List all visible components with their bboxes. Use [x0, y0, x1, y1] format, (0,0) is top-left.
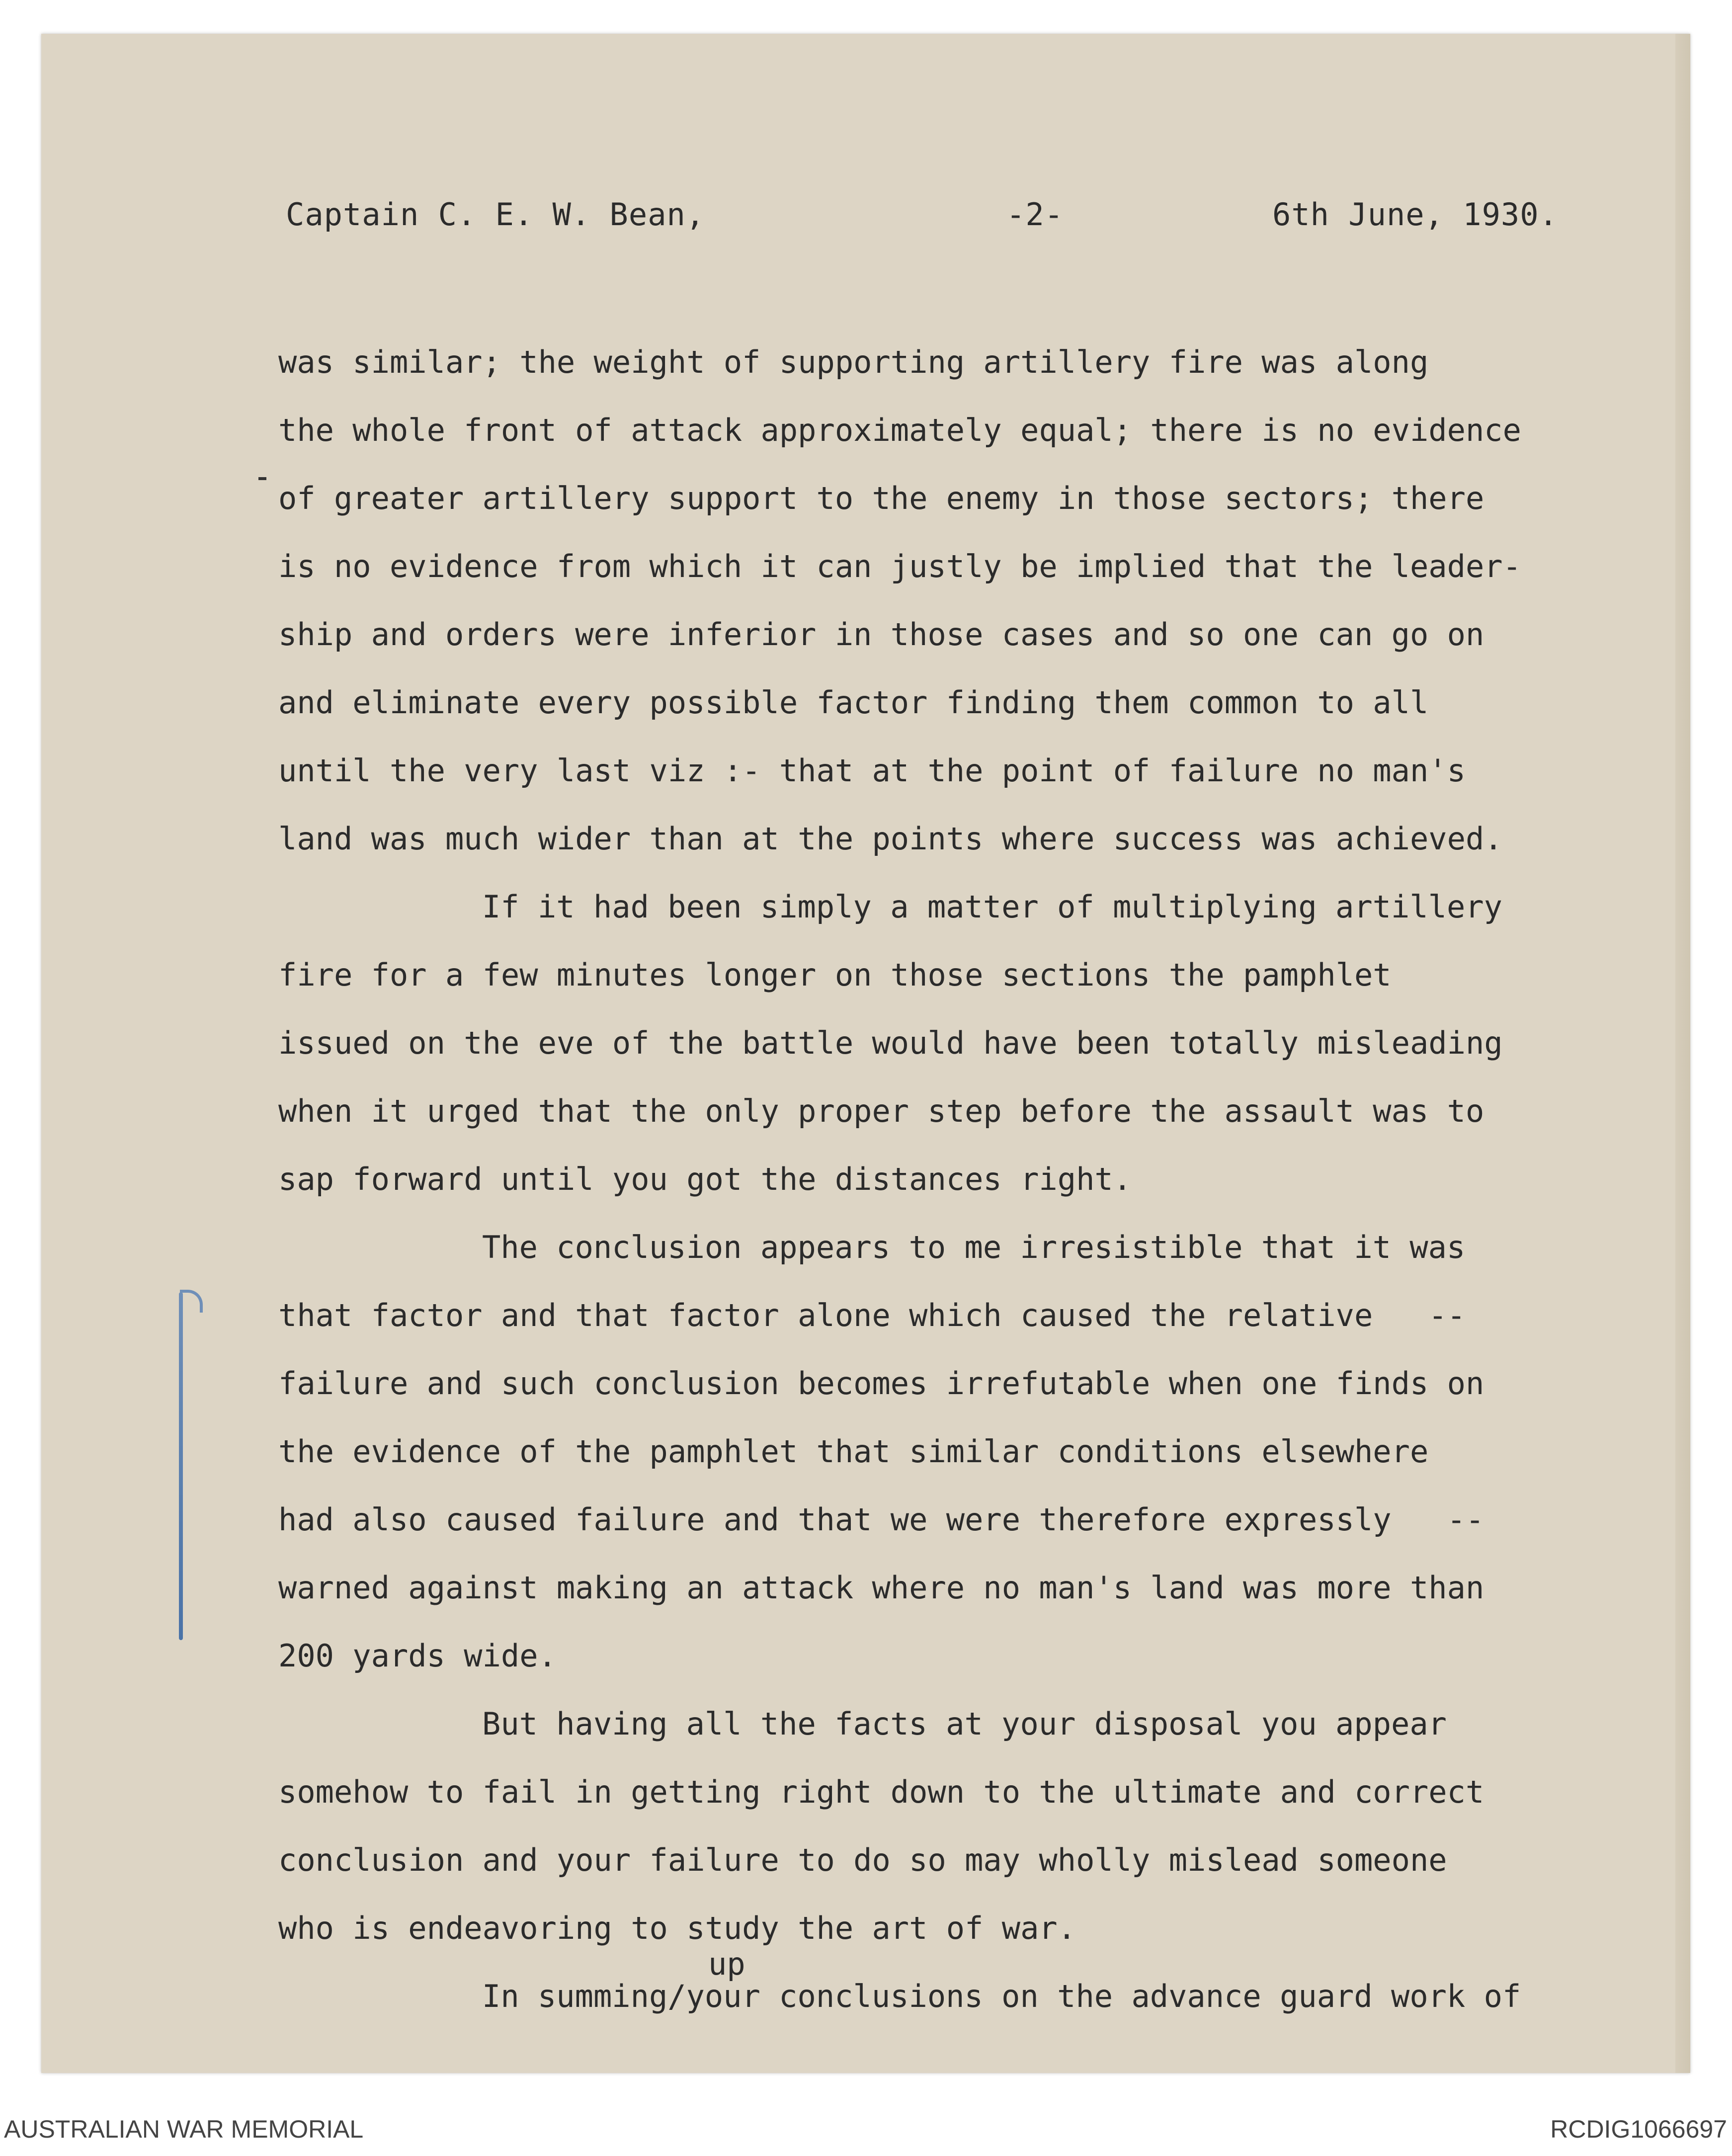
- margin-tick-mark: [258, 477, 266, 480]
- paragraph-start-line: In summing/your conclusions on the advance guard work of: [482, 1978, 1521, 2014]
- paragraph-start-line: If it had been simply a matter of multiplying artillery: [482, 889, 1502, 925]
- body-line: until the very last viz :- that at the point of failure no man's: [278, 752, 1466, 789]
- typed-insertion: up: [708, 1946, 745, 1982]
- archive-id: RCDIG1066697: [1550, 2115, 1727, 2143]
- archive-credit: AUSTRALIAN WAR MEMORIAL: [4, 2115, 364, 2143]
- body-line: who is endeavoring to study the art of war.: [278, 1910, 1076, 1946]
- body-line: sap forward until you got the distances right.: [278, 1161, 1132, 1197]
- body-line: that factor and that factor alone which caused the relative --: [278, 1297, 1466, 1333]
- body-line: failure and such conclusion becomes irrefutable when one finds on: [278, 1365, 1485, 1402]
- paper-edge: [1675, 34, 1690, 2073]
- body-line: issued on the eve of the battle would have been totally misleading: [278, 1025, 1503, 1061]
- body-line: when it urged that the only proper step before the assault was to: [278, 1093, 1485, 1129]
- paragraph-start-line: But having all the facts at your disposal you appear: [482, 1706, 1447, 1742]
- body-line: somehow to fail in getting right down to the ultimate and correct: [278, 1774, 1485, 1810]
- body-line: 200 yards wide.: [278, 1638, 557, 1674]
- body-line: fire for a few minutes longer on those sections the pamphlet: [278, 957, 1392, 993]
- body-line: is no evidence from which it can justly be implied that the leader-: [278, 548, 1521, 584]
- recipient-line: Captain C. E. W. Bean,: [286, 196, 705, 233]
- body-line: was similar; the weight of supporting artillery fire was along: [278, 344, 1429, 380]
- letter-date: 6th June, 1930.: [1272, 196, 1558, 233]
- body-line: had also caused failure and that we were therefore expressly --: [278, 1501, 1485, 1538]
- margin-pencil-line: [179, 1292, 183, 1640]
- body-line: of greater artillery support to the enemy in those sectors; there: [278, 480, 1485, 516]
- paragraph-start-line: The conclusion appears to me irresistible that it was: [482, 1229, 1466, 1265]
- letter-body: [278, 328, 1670, 2030]
- body-line: conclusion and your failure to do so may wholly mislead someone: [278, 1842, 1447, 1878]
- body-line: warned against making an attack where no man's land was more than: [278, 1570, 1485, 1606]
- page-number: -2-: [1006, 196, 1064, 233]
- body-line: land was much wider than at the points where success was achieved.: [278, 821, 1503, 857]
- body-line: the evidence of the pamphlet that similar conditions elsewhere: [278, 1433, 1429, 1470]
- body-line: and eliminate every possible factor finding them common to all: [278, 684, 1429, 721]
- body-line: ship and orders were inferior in those cases and so one can go on: [278, 616, 1485, 653]
- body-line: the whole front of attack approximately equal; there is no evidence: [278, 412, 1521, 448]
